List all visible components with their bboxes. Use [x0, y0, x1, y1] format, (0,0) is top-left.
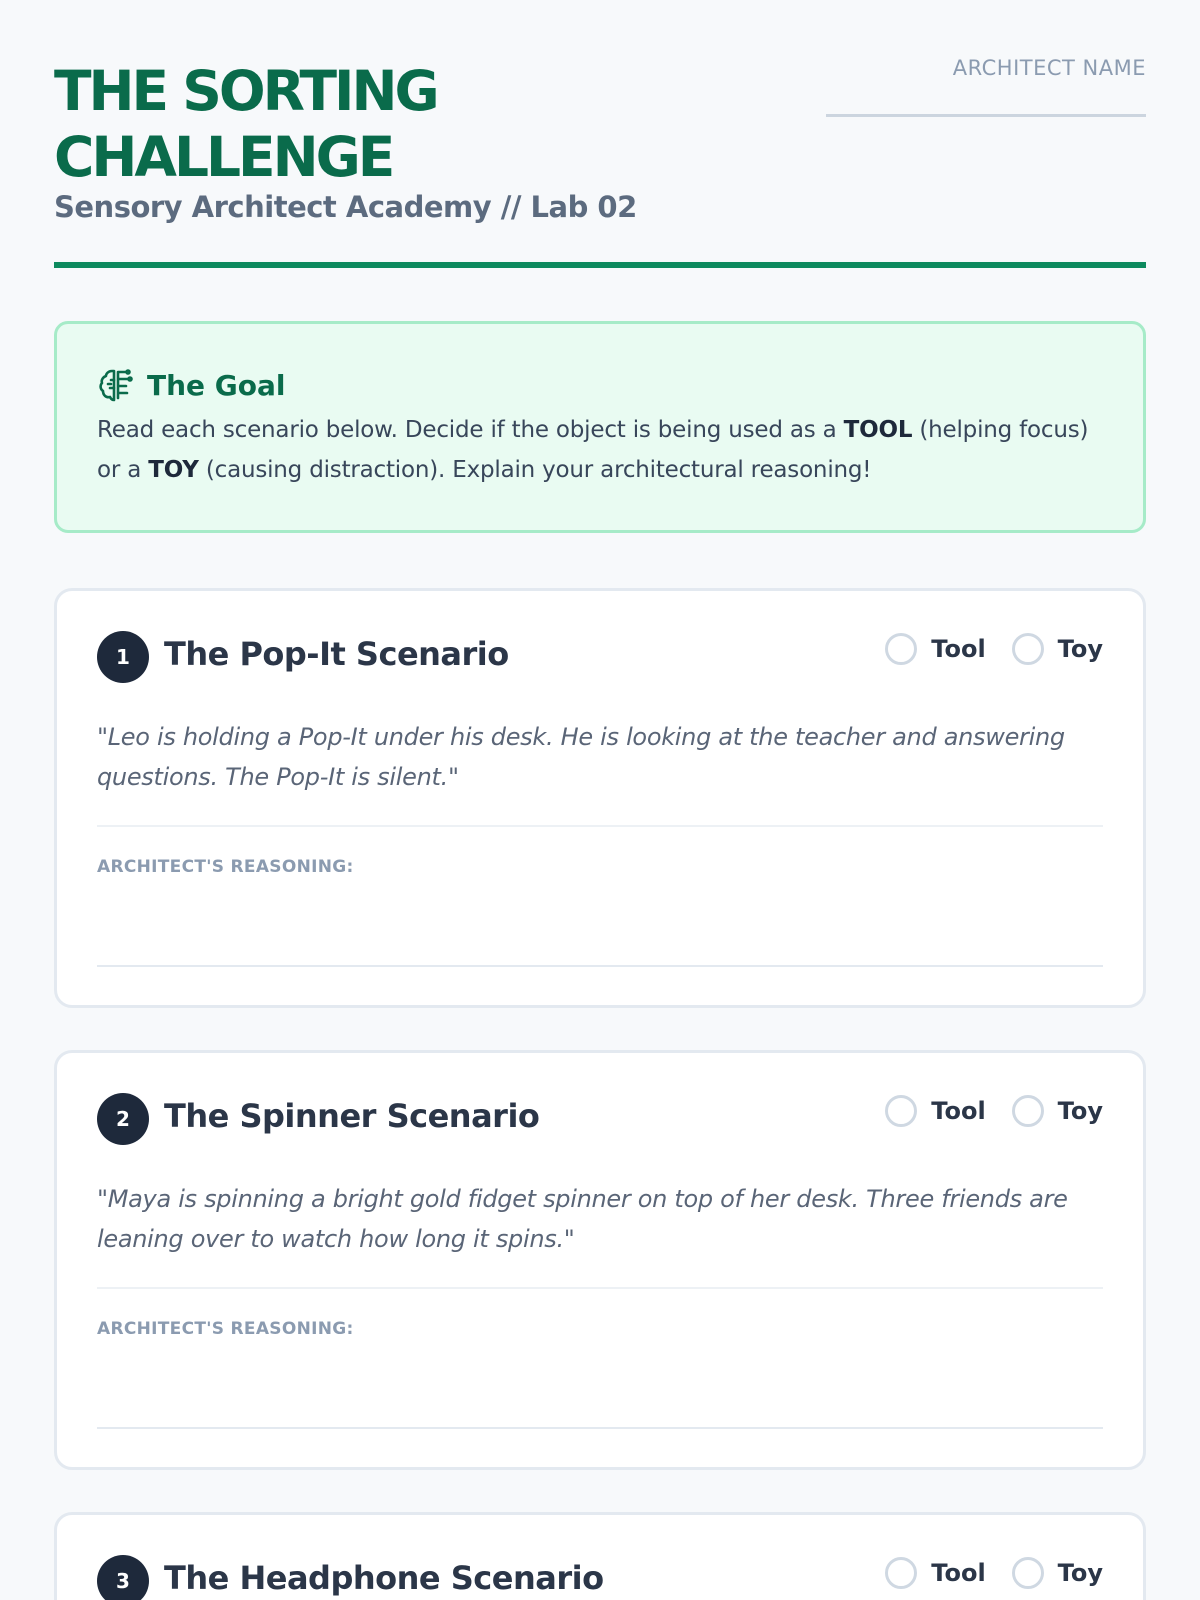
tool-toy-choices: [859, 633, 1103, 665]
scenario-title: The Headphone Scenario: [164, 1559, 604, 1597]
reasoning-label: ARCHITECT'S REASONING:: [97, 1319, 354, 1339]
architect-name-field[interactable]: [826, 114, 1146, 117]
scenario-title: The Pop-It Scenario: [164, 635, 509, 673]
architect-name-block: [826, 56, 1146, 117]
reasoning-answer-line[interactable]: [97, 1427, 1103, 1429]
scenario-number-badge: 3: [97, 1555, 149, 1600]
reasoning-label: ARCHITECT'S REASONING:: [97, 857, 354, 877]
tool-option[interactable]: [885, 1557, 985, 1589]
title-line-1: THE SORTING: [54, 59, 437, 123]
toy-option[interactable]: [1012, 1557, 1103, 1589]
architect-name-label: ARCHITECT NAME: [952, 56, 1146, 80]
tool-option[interactable]: [885, 1095, 985, 1127]
reasoning-answer-line[interactable]: [97, 965, 1103, 967]
toy-radio[interactable]: [1012, 1557, 1044, 1589]
scenario-number-badge: 1: [97, 631, 149, 683]
toy-option[interactable]: [1012, 1095, 1103, 1127]
page-subtitle: Sensory Architect Academy // Lab 02: [54, 190, 637, 224]
tool-option[interactable]: [885, 633, 985, 665]
scenario-header: [97, 1515, 1103, 1600]
tool-option-label: Tool: [931, 635, 986, 663]
toy-option-label: Toy: [1057, 1559, 1103, 1587]
title-line-2: CHALLENGE: [54, 125, 393, 189]
goal-instructions: Read each scenario below. Decide if the object is being used as a TOOL (helping focus) or a TOY (causing distraction). Explain your architectural reasoning!: [97, 417, 1089, 483]
toy-option-label: Toy: [1057, 635, 1103, 663]
goal-title: The Goal: [147, 368, 286, 402]
scenario-quote: "Maya is spinning a bright gold fidget spinner on top of her desk. Three friends are leaning over to watch how long it spins.": [97, 1179, 1103, 1289]
toy-keyword: TOY: [148, 457, 199, 483]
toy-radio[interactable]: [1012, 1095, 1044, 1127]
toy-option-label: Toy: [1057, 1097, 1103, 1125]
scenario-number-badge: 2: [97, 1093, 149, 1145]
tool-toy-choices: [859, 1095, 1103, 1127]
tool-option-label: Tool: [931, 1559, 986, 1587]
tool-radio[interactable]: [885, 1557, 917, 1589]
scenario-title: The Spinner Scenario: [164, 1097, 540, 1135]
brain-icon: [97, 366, 135, 404]
scenario-card: [54, 1050, 1146, 1470]
tool-radio[interactable]: [885, 633, 917, 665]
tool-toy-choices: [859, 1557, 1103, 1589]
toy-option[interactable]: [1012, 633, 1103, 665]
tool-option-label: Tool: [931, 1097, 986, 1125]
scenario-header: [97, 1053, 1103, 1179]
scenario-card: [54, 588, 1146, 1008]
worksheet-header: [54, 0, 1146, 268]
scenario-card: [54, 1512, 1146, 1600]
tool-radio[interactable]: [885, 1095, 917, 1127]
tool-keyword: TOOL: [843, 417, 913, 443]
scenario-quote: "Leo is holding a Pop-It under his desk. He is looking at the teacher and answering questions. The Pop-It is silent.": [97, 717, 1103, 827]
scenario-header: [97, 591, 1103, 717]
page-title: [54, 58, 574, 190]
goal-panel: [54, 321, 1146, 533]
goal-header: [97, 362, 1103, 408]
toy-radio[interactable]: [1012, 633, 1044, 665]
